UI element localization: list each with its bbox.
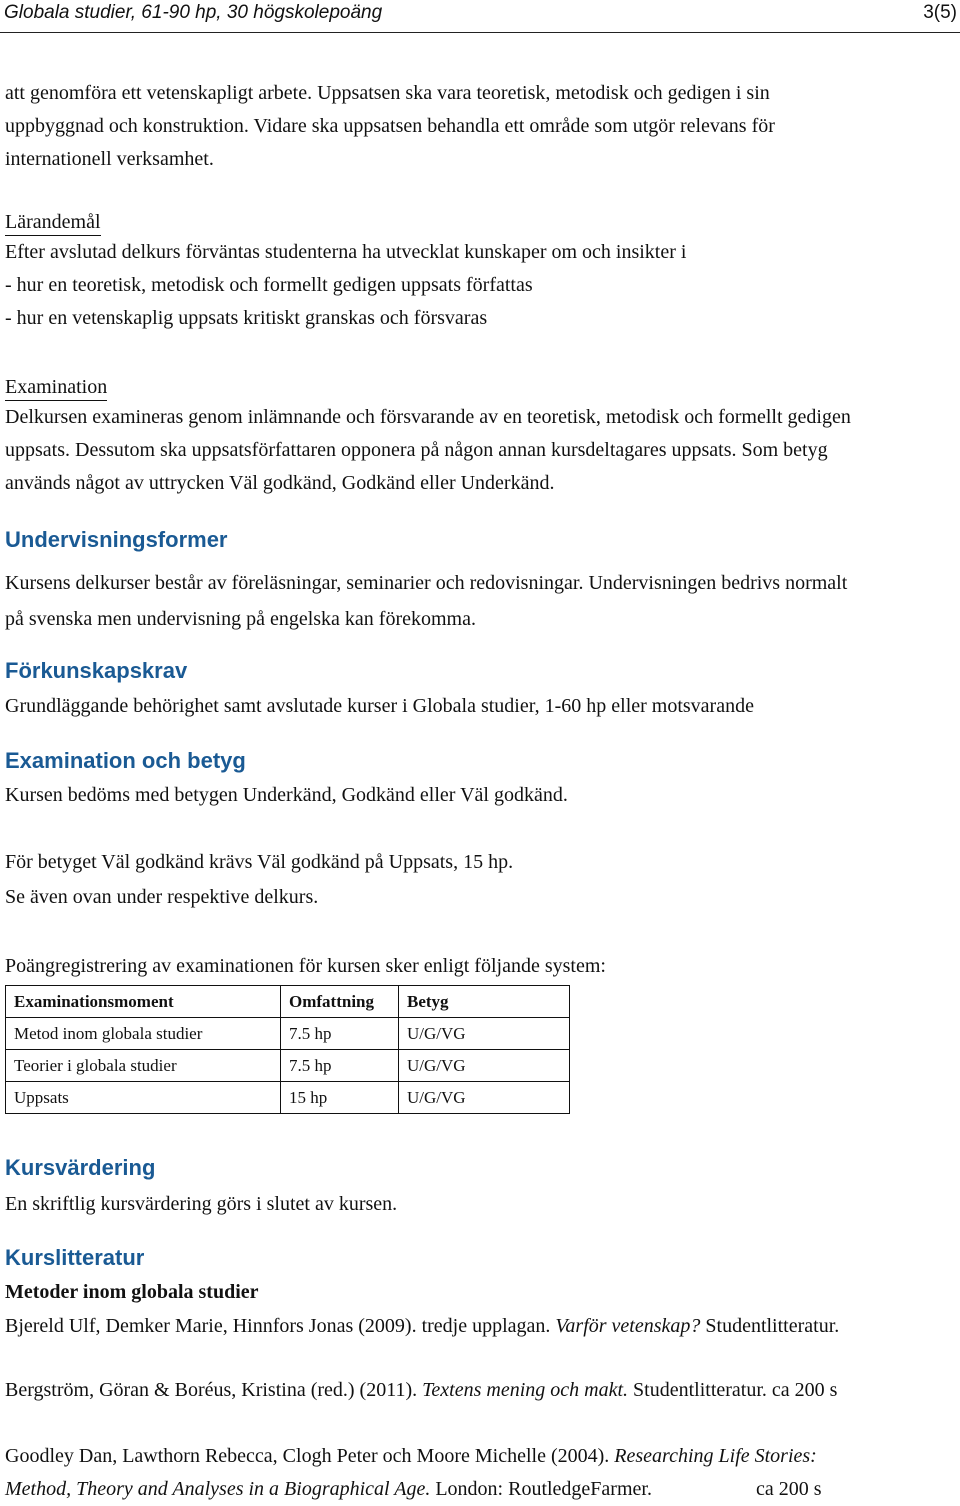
undervisningsformer-line: på svenska men undervisning på engelska kan förekomma. <box>5 608 476 630</box>
examination-line: Delkursen examineras genom inlämnande och försvarande av en teoretisk, metodisk och formellt gedigen <box>5 406 851 428</box>
kursvardering-line: En skriftlig kursvärdering görs i slutet av kursen. <box>5 1193 398 1215</box>
reference-text <box>5 1440 822 1473</box>
reference-title: Varför vetenskap? <box>555 1315 701 1337</box>
examination-betyg-block <box>5 845 513 915</box>
table-cell: U/G/VG <box>399 1082 570 1114</box>
kurslitteratur-heading: Kurslitteratur <box>5 1245 145 1270</box>
larandemal-line: - hur en vetenskaplig uppsats kritiskt granskas och försvaras <box>5 307 488 329</box>
table-cell: Uppsats <box>6 1082 281 1114</box>
table-row <box>6 1050 570 1082</box>
reference-authors: Goodley Dan, Lawthorn Rebecca, Clogh Peter och Moore Michelle (2004). <box>5 1445 615 1467</box>
reference-item <box>5 1374 837 1407</box>
reference-text <box>5 1473 822 1506</box>
table-header-cell: Examinationsmoment <box>6 986 281 1018</box>
reference-authors: Bergström, Göran & Boréus, Kristina (red.) (2011). <box>5 1379 423 1401</box>
grade-table <box>5 985 570 1114</box>
examination-betyg-text: För betyget Väl godkänd krävs Väl godkänd på Uppsats, 15 hp. <box>5 851 514 873</box>
table-cell: Teorier i globala studier <box>6 1050 281 1082</box>
table-header-cell: Omfattning <box>281 986 399 1018</box>
larandemal-section <box>5 209 686 335</box>
header-rule <box>0 32 960 33</box>
reference-title: Textens mening och makt. <box>422 1379 629 1401</box>
reference-publisher: Studentlitteratur. ca 200 s <box>628 1379 838 1401</box>
kurslitteratur-section <box>5 1244 144 1272</box>
larandemal-line: - hur en teoretisk, metodisk och formellt gedigen uppsats författas <box>5 274 533 296</box>
table-cell: U/G/VG <box>399 1050 570 1082</box>
intro-paragraph <box>5 77 775 176</box>
examination-line: uppsats. Dessutom ska uppsatsförfattaren opponera på någon annan kursdeltagares uppsats. Som betyg <box>5 439 828 461</box>
examination-betyg-line <box>5 950 606 983</box>
examination-betyg-text: Se även ovan under respektive delkurs. <box>5 886 319 908</box>
kurslitteratur-subheading-wrap <box>5 1276 259 1309</box>
reference-item <box>5 1310 839 1343</box>
reference-text <box>5 1310 839 1343</box>
examination-betyg-text: Poängregistrering av examinationen för kursen sker enligt följande system: <box>5 955 606 977</box>
table-row <box>6 1082 570 1114</box>
larandemal-heading: Lärandemål <box>5 209 101 236</box>
forkunskapskrav-body <box>5 690 754 723</box>
table-row <box>6 1018 570 1050</box>
table-cell: 7.5 hp <box>281 1018 399 1050</box>
kurslitteratur-subheading: Metoder inom globala studier <box>5 1281 259 1303</box>
reference-pages: ca 200 s <box>755 1478 822 1500</box>
reference-authors: Bjereld Ulf, Demker Marie, Hinnfors Jonas (2009). tredje upplagan. <box>5 1315 556 1337</box>
reference-publisher: Studentlitteratur. <box>700 1315 840 1337</box>
table-cell: 15 hp <box>281 1082 399 1114</box>
forkunskapskrav-heading: Förkunskapskrav <box>5 658 188 683</box>
reference-title: Researching Life Stories: <box>614 1445 817 1467</box>
kursvardering-heading: Kursvärdering <box>5 1155 156 1180</box>
examination-betyg-text: Kursen bedöms med betygen Underkänd, Godkänd eller Väl godkänd. <box>5 784 568 806</box>
intro-line: uppbyggnad och konstruktion. Vidare ska uppsatsen behandla ett område som utgör relevans för <box>5 115 775 137</box>
forkunskapskrav-section <box>5 657 187 685</box>
examination-betyg-line <box>5 779 568 812</box>
table-header-row <box>6 986 570 1018</box>
examination-betyg-heading: Examination och betyg <box>5 748 246 773</box>
reference-item <box>5 1440 822 1506</box>
table-cell: U/G/VG <box>399 1018 570 1050</box>
page-number: 3(5) <box>923 2 957 23</box>
larandemal-line: Efter avslutad delkurs förväntas studenterna ha utvecklat kunskaper om och insikter i <box>5 241 687 263</box>
table-cell: Metod inom globala studier <box>6 1018 281 1050</box>
intro-line: internationell verksamhet. <box>5 148 214 170</box>
examination-line: används något av uttrycken Väl godkänd, Godkänd eller Underkänd. <box>5 472 555 494</box>
reference-title: Method, Theory and Analyses in a Biographical Age. <box>5 1478 431 1500</box>
reference-text <box>5 1374 837 1407</box>
table-cell: 7.5 hp <box>281 1050 399 1082</box>
page-header <box>0 0 960 26</box>
kursvardering-section <box>5 1154 155 1182</box>
kursvardering-body <box>5 1188 397 1221</box>
forkunskapskrav-line: Grundläggande behörighet samt avslutade kurser i Globala studier, 1-60 hp eller motsvarande <box>5 695 754 717</box>
reference-publisher: London: RoutledgeFarmer. <box>430 1478 652 1500</box>
undervisningsformer-section <box>5 526 228 554</box>
examination-heading: Examination <box>5 374 107 401</box>
intro-line: att genomföra ett vetenskapligt arbete. Uppsatsen ska vara teoretisk, metodisk och gedigen i sin <box>5 82 770 104</box>
examination-section <box>5 374 851 500</box>
undervisningsformer-heading: Undervisningsformer <box>5 527 228 552</box>
header-title: Globala studier, 61-90 hp, 30 högskolepoäng <box>4 2 383 23</box>
examination-betyg-section <box>5 747 246 775</box>
undervisningsformer-line: Kursens delkurser består av föreläsningar, seminarier och redovisningar. Undervisningen bedrivs normalt <box>5 572 848 594</box>
table-header-cell: Betyg <box>399 986 570 1018</box>
undervisningsformer-body <box>5 565 847 637</box>
